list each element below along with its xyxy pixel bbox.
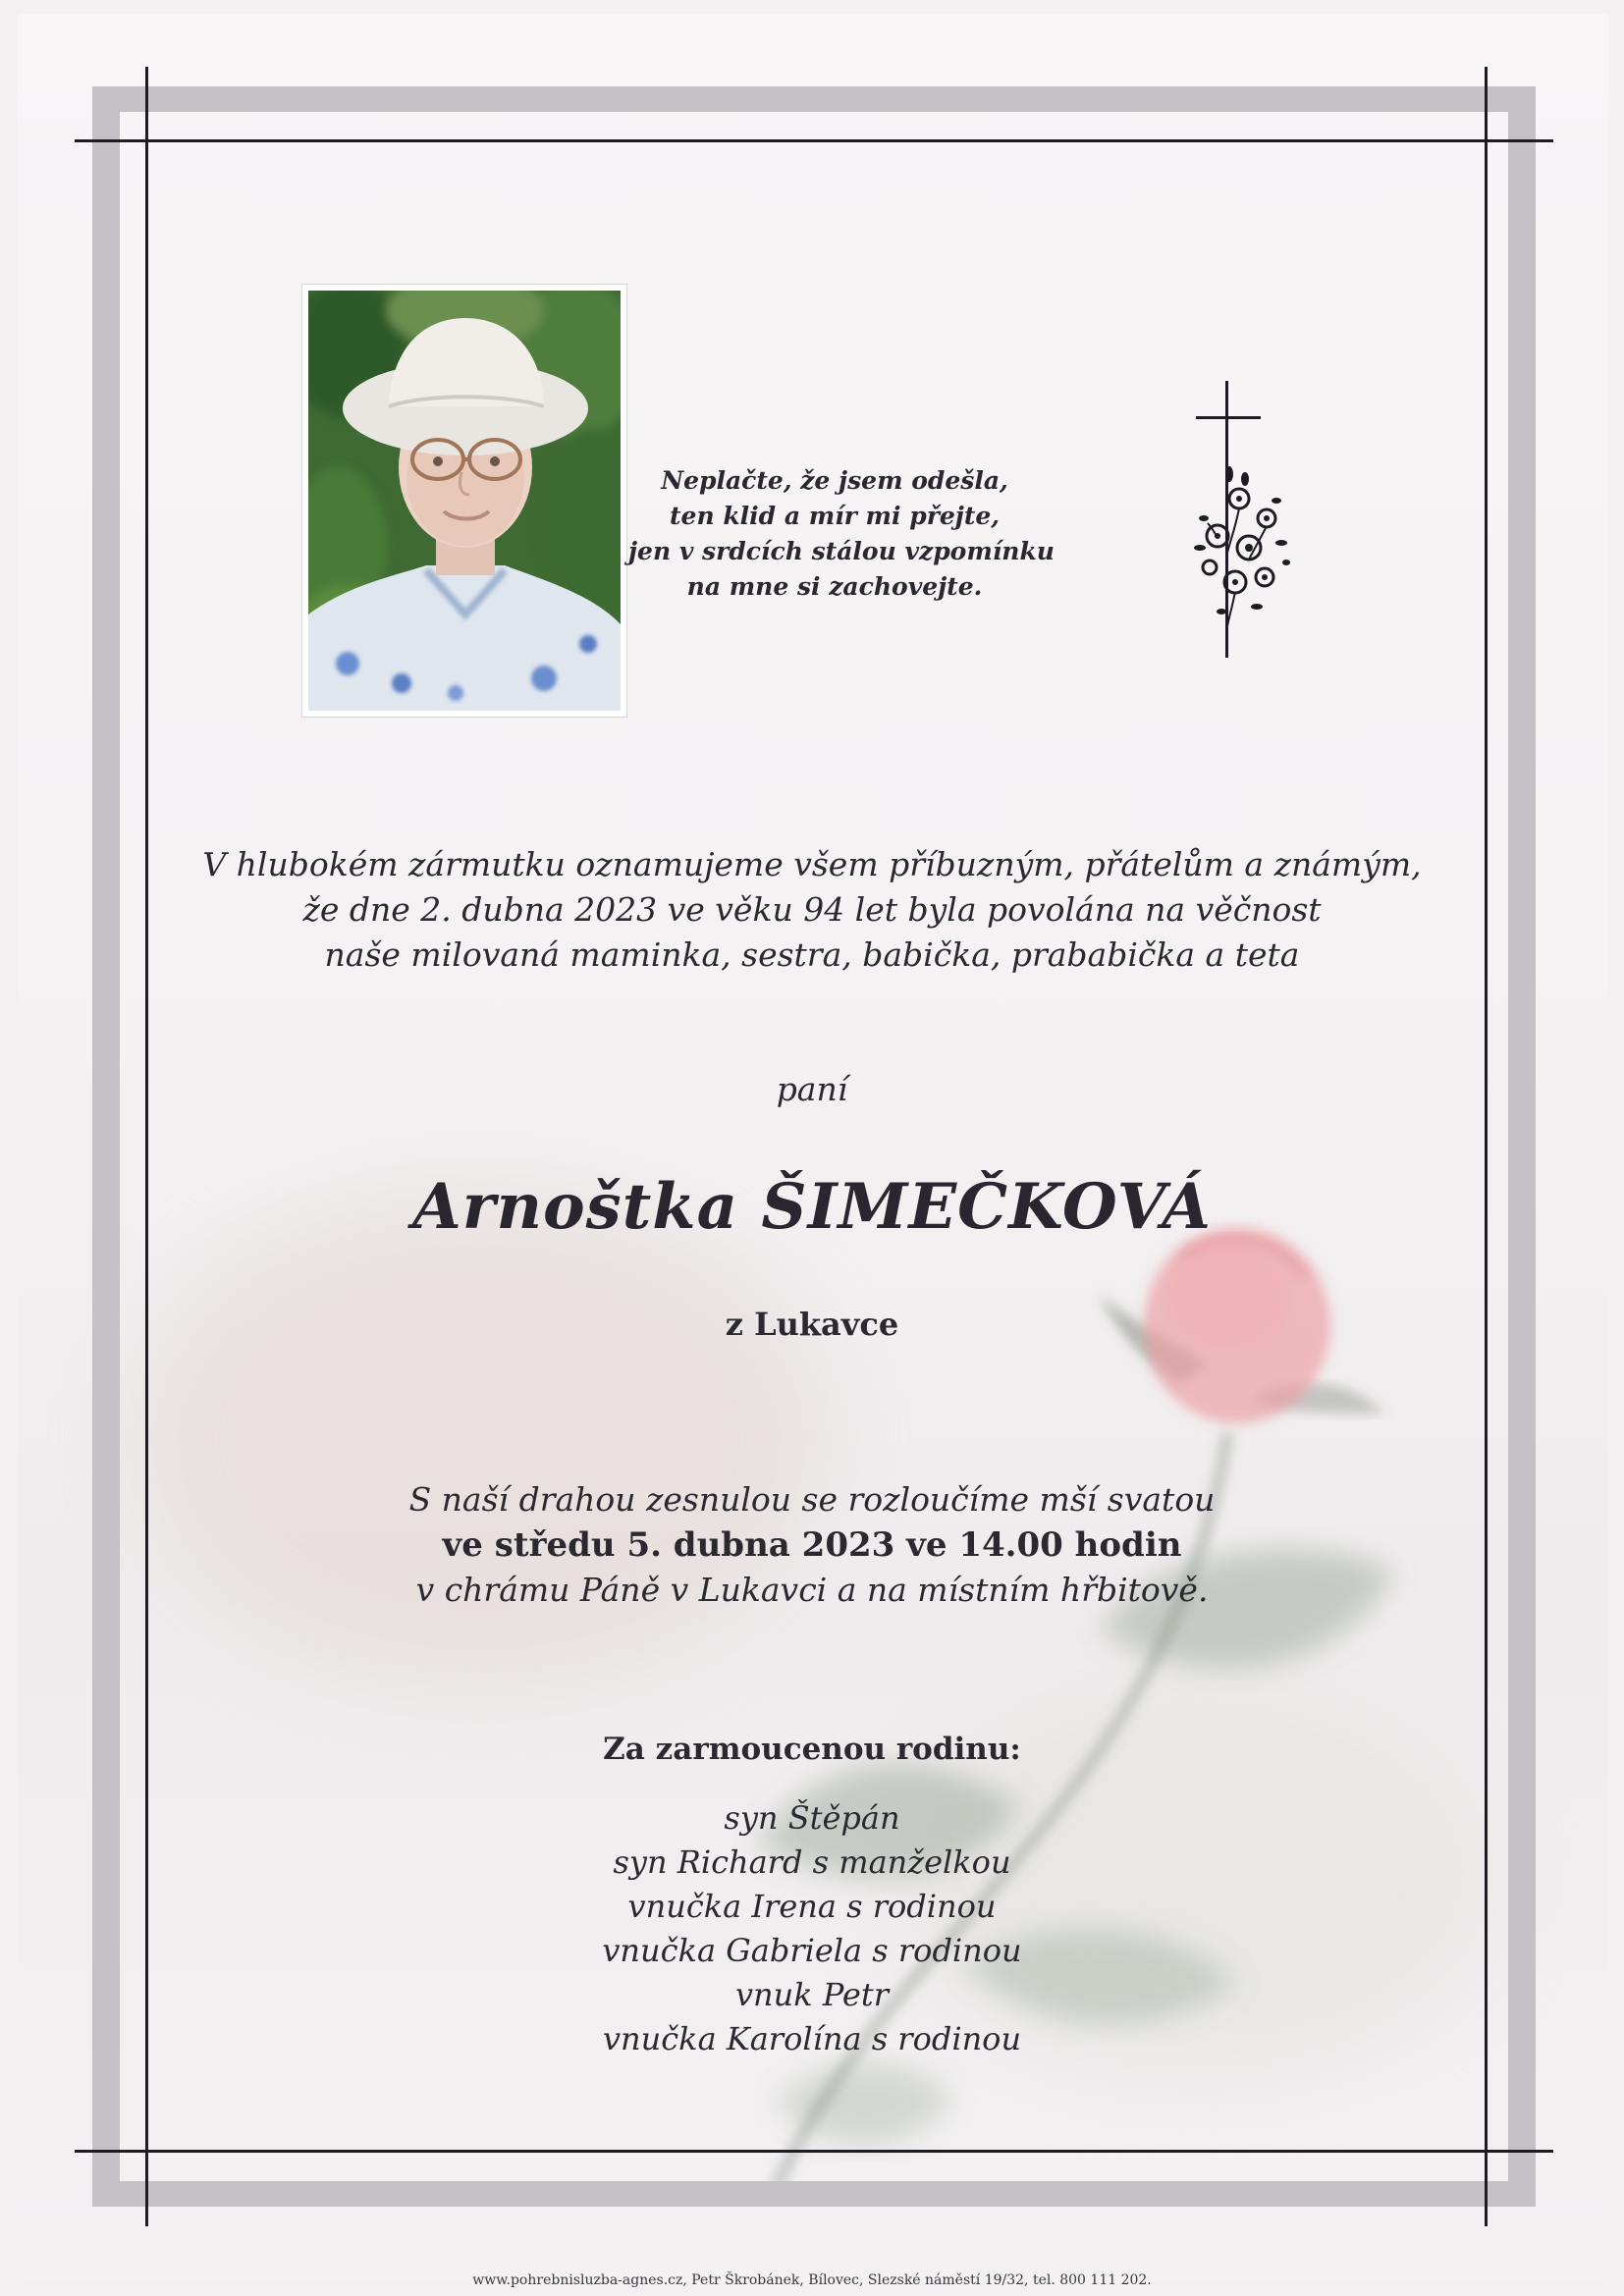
family-heading: Za zarmoucenou rodinu: xyxy=(603,1732,1021,1767)
funeral-service-footer: www.pohrebnisluzba-agnes.cz, Petr Škrobánek, Bílovec, Slezské náměstí 19/32, tel. 800 111 202. xyxy=(472,2272,1152,2288)
poem-line: jen v srdcích stálou vzpomínku xyxy=(628,537,1055,565)
ceremony-date: ve středu 5. dubna 2023 ve 14.00 hodin xyxy=(442,1525,1182,1565)
frame-rule-bottom xyxy=(75,2150,1553,2153)
ceremony-details xyxy=(0,1477,1624,1613)
family-member: vnučka Gabriela s rodinou xyxy=(602,1932,1022,1969)
family-member: vnučka Karolína s rodinou xyxy=(602,2020,1022,2057)
poem-line: ten klid a mír mi přejte, xyxy=(670,502,1000,530)
cross-with-flowers-icon xyxy=(1188,381,1301,666)
frame-band-top xyxy=(92,86,1536,112)
frame-band-bottom xyxy=(92,2181,1536,2207)
family-list xyxy=(0,1796,1624,2061)
family-member: syn Richard s manželkou xyxy=(613,1843,1011,1881)
announcement-line: naše milovaná maminka, sestra, babička, prababička a teta xyxy=(324,935,1300,974)
poem-line: na mne si zachovejte. xyxy=(686,572,983,601)
family-member: vnuk Petr xyxy=(734,1976,890,2013)
ceremony-place: v chrámu Páně v Lukavci a na místním hřbitově. xyxy=(415,1571,1209,1609)
family-member: syn Štěpán xyxy=(724,1799,900,1837)
deceased-name: Arnoštka ŠIMEČKOVÁ xyxy=(412,1170,1212,1244)
announcement-line: V hlubokém zármutku oznamujeme všem příbuzným, přátelům a známým, xyxy=(202,845,1422,883)
announcement-line: že dne 2. dubna 2023 ve věku 94 let byla povolána na věčnost xyxy=(302,890,1322,929)
memorial-poem xyxy=(628,463,1055,605)
family-member: vnučka Irena s rodinou xyxy=(627,1888,997,1925)
poem-line: Neplačte, že jsem odešla, xyxy=(661,466,1008,495)
honorific: paní xyxy=(776,1070,848,1108)
frame-rule-top xyxy=(75,139,1553,142)
origin: z Lukavce xyxy=(725,1306,899,1343)
ceremony-line: S naší drahou zesnulou se rozloučíme mší svatou xyxy=(408,1480,1216,1519)
portrait-photo xyxy=(302,285,626,717)
announcement-text xyxy=(0,842,1624,978)
